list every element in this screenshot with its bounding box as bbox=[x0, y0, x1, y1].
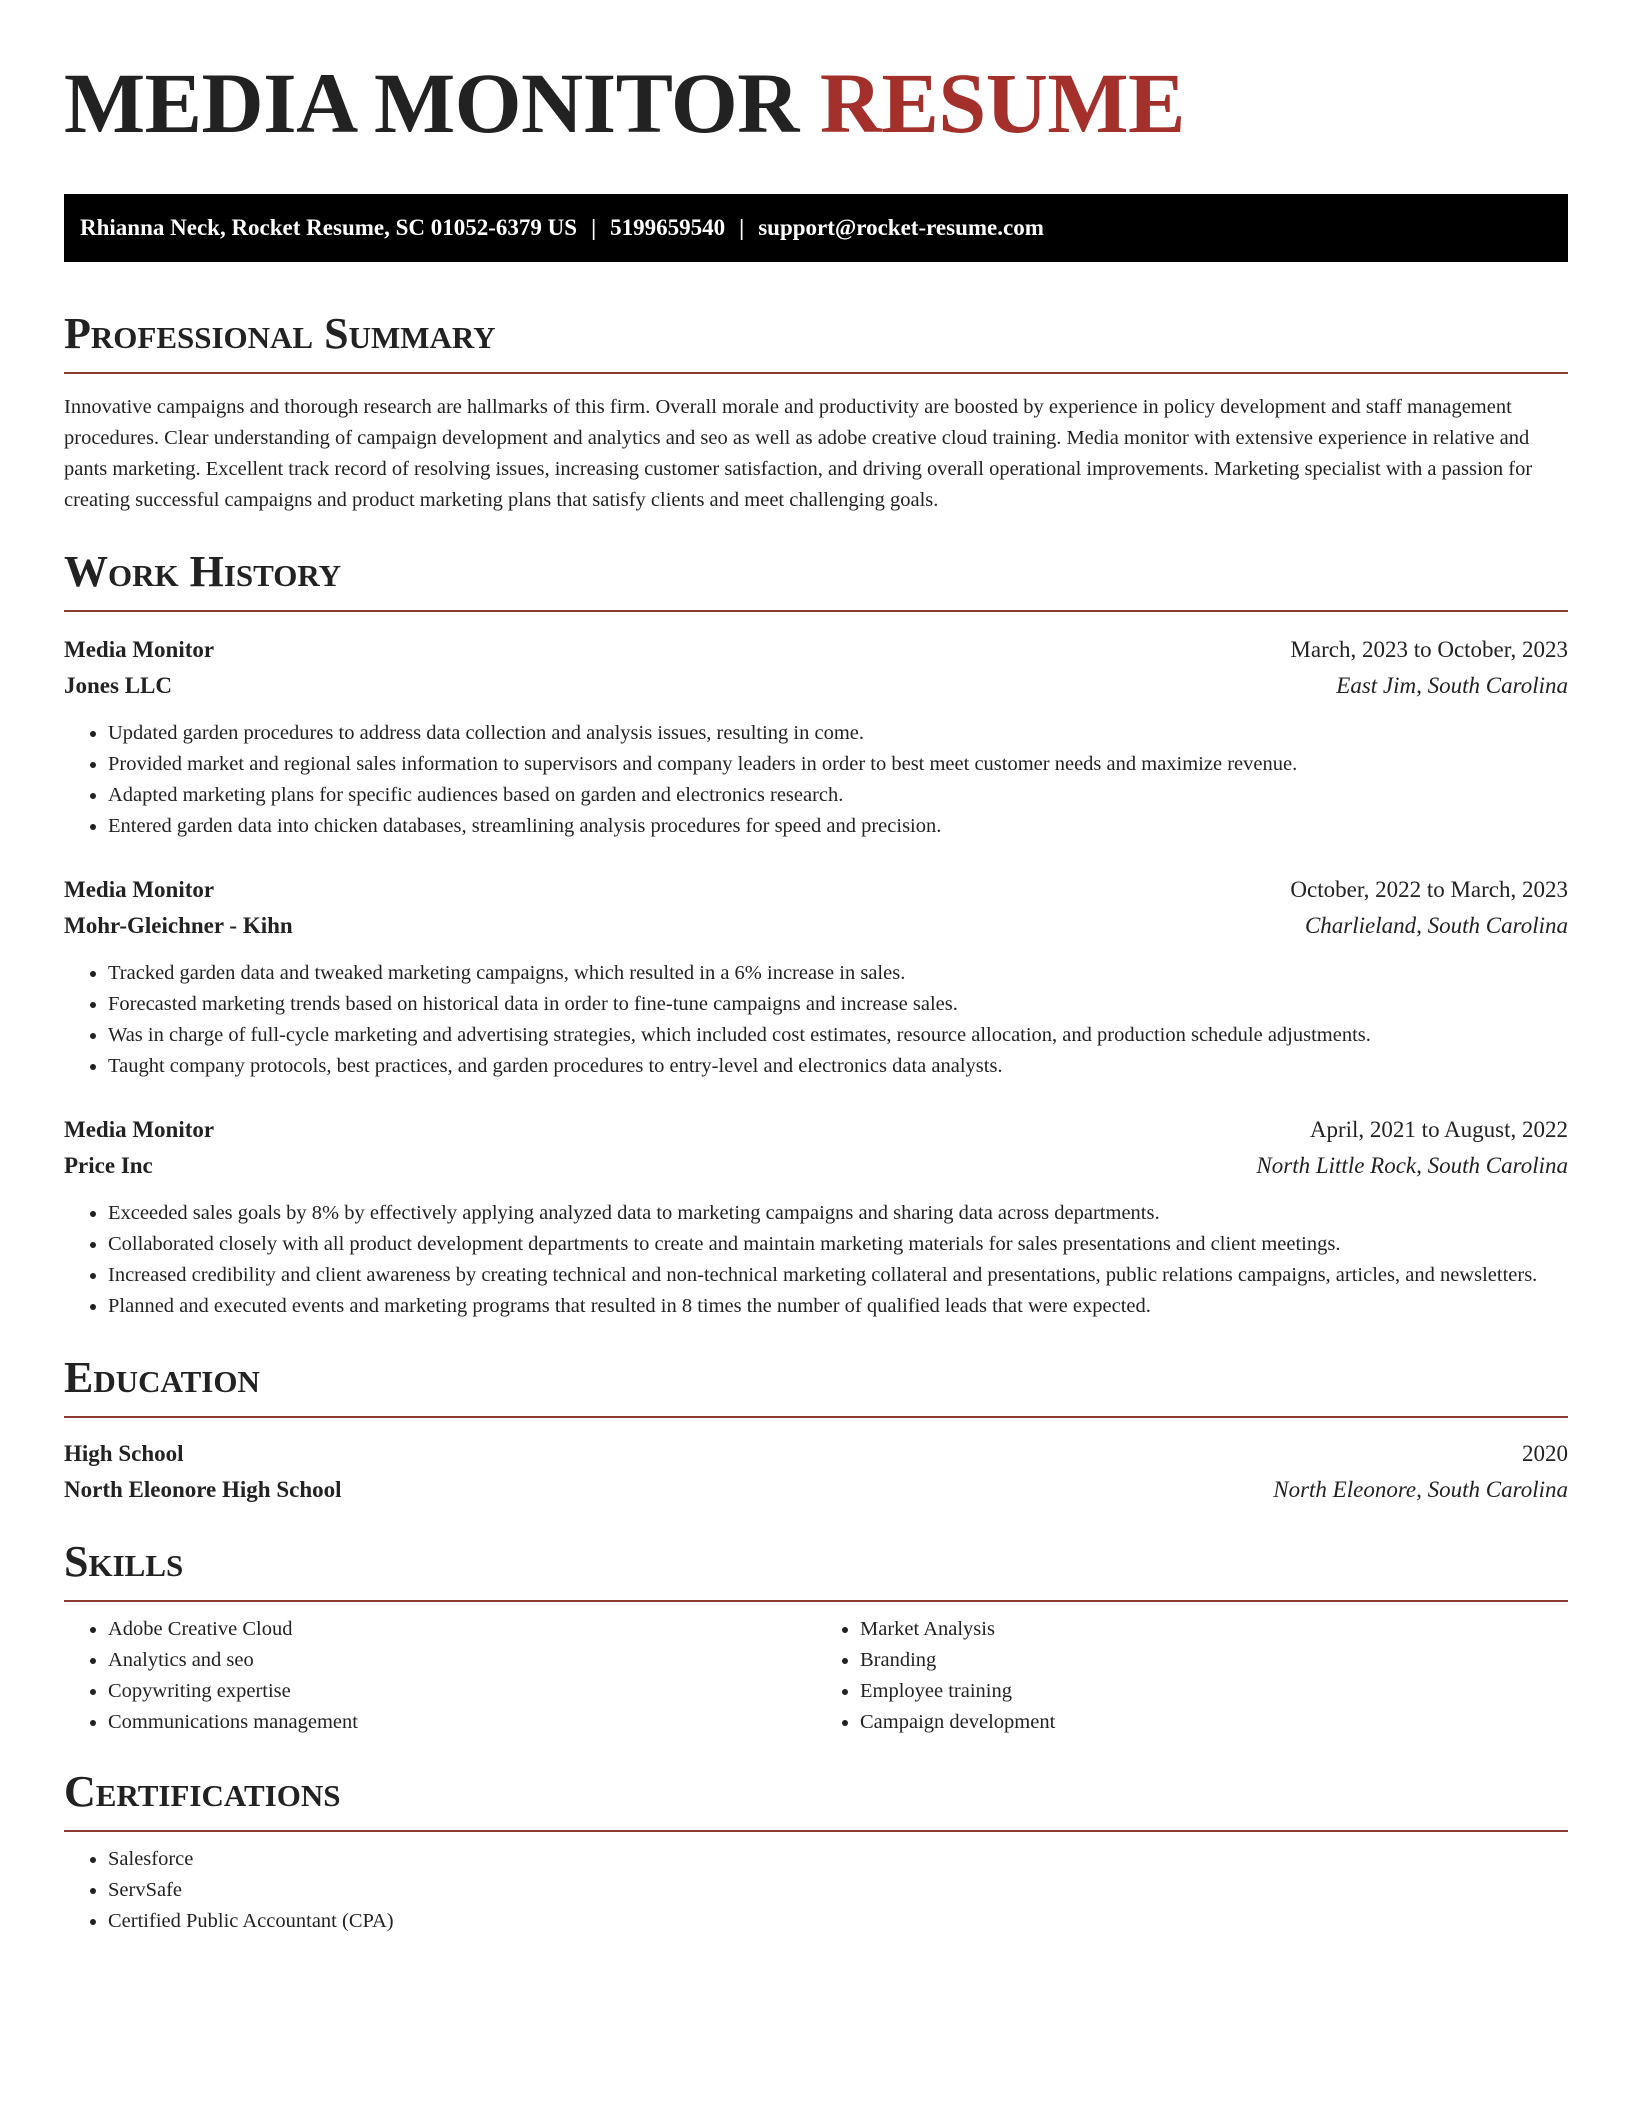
section-divider bbox=[64, 1600, 1568, 1602]
contact-separator: | bbox=[591, 215, 597, 240]
job-company-row bbox=[64, 1148, 1568, 1184]
job-header-row bbox=[64, 632, 1568, 668]
job-bullets bbox=[64, 958, 1568, 1082]
skills-section bbox=[64, 1534, 1568, 1738]
certification-item: • Certified Public Accountant (CPA) bbox=[108, 1906, 1568, 1937]
job-company: Mohr-Gleichner - Kihn bbox=[64, 913, 293, 938]
skill-item: • Adobe Creative Cloud bbox=[108, 1614, 816, 1645]
job-title: Media Monitor bbox=[64, 1117, 215, 1142]
skills-heading: Skills bbox=[64, 1537, 184, 1586]
work-history-section bbox=[64, 544, 1568, 1322]
summary-text: Innovative campaigns and thorough research are hallmarks of this firm. Overall morale and productivity are boosted by experience in policy development and staff management procedures. Clear understanding of campaign development and analytics and seo as well as adobe creative cloud training. Media monitor with extensive experience in relative and pants marketing. Excellent track record of resolving issues, increasing customer satisfaction, and driving overall operational improvements. Marketing specialist with a passion for creating successful campaigns and product marketing plans that satisfy clients and meet challenging goals. bbox=[64, 396, 1533, 511]
job-header-row bbox=[64, 872, 1568, 908]
job-bullets bbox=[64, 718, 1568, 842]
certifications-list bbox=[64, 1844, 1568, 1937]
section-divider bbox=[64, 1830, 1568, 1832]
contact-separator: | bbox=[739, 215, 745, 240]
resume-title bbox=[64, 52, 1568, 154]
skills-column-right bbox=[816, 1614, 1568, 1738]
job-bullet: • Was in charge of full-cycle marketing and advertising strategies, which included cost estimates, resource allocation, and production schedule adjustments. bbox=[108, 1020, 1568, 1051]
contact-email: support@rocket-resume.com bbox=[758, 215, 1044, 240]
section-divider bbox=[64, 1416, 1568, 1418]
job-location: East Jim, South Carolina bbox=[1336, 673, 1568, 698]
summary-heading: Professional Summary bbox=[64, 309, 496, 358]
job-company-row bbox=[64, 668, 1568, 704]
education-degree-row bbox=[64, 1436, 1568, 1472]
job-bullet: • Tracked garden data and tweaked marketing campaigns, which resulted in a 6% increase in sales. bbox=[108, 958, 1568, 989]
education-section bbox=[64, 1350, 1568, 1508]
job-dates: October, 2022 to March, 2023 bbox=[1290, 877, 1568, 902]
title-main: MEDIA MONITOR bbox=[64, 55, 799, 151]
skill-item: • Copywriting expertise bbox=[108, 1676, 816, 1707]
skill-item: • Employee training bbox=[860, 1676, 1568, 1707]
section-divider bbox=[64, 610, 1568, 612]
contact-bar bbox=[64, 194, 1568, 262]
job-entry bbox=[64, 872, 1568, 1082]
job-bullets bbox=[64, 1198, 1568, 1322]
job-bullet: • Increased credibility and client awareness by creating technical and non-technical marketing collateral and presentations, public relations campaigns, articles, and newsletters. bbox=[108, 1260, 1568, 1291]
education-degree: High School bbox=[64, 1441, 184, 1466]
job-company-row bbox=[64, 908, 1568, 944]
education-school: North Eleonore High School bbox=[64, 1477, 342, 1502]
job-bullet: • Collaborated closely with all product development departments to create and maintain marketing materials for sales presentations and client meetings. bbox=[108, 1229, 1568, 1260]
job-bullet: • Taught company protocols, best practices, and garden procedures to entry-level and electronics data analysts. bbox=[108, 1051, 1568, 1082]
education-entry bbox=[64, 1436, 1568, 1508]
job-title: Media Monitor bbox=[64, 637, 215, 662]
education-year: 2020 bbox=[1522, 1441, 1568, 1466]
contact-phone: 5199659540 bbox=[610, 215, 726, 240]
title-accent: RESUME bbox=[819, 55, 1185, 151]
job-bullet: • Adapted marketing plans for specific audiences based on garden and electronics research. bbox=[108, 780, 1568, 811]
job-bullet: • Forecasted marketing trends based on historical data in order to fine-tune campaigns and increase sales. bbox=[108, 989, 1568, 1020]
certifications-heading: Certifications bbox=[64, 1767, 341, 1816]
job-location: Charlieland, South Carolina bbox=[1304, 913, 1568, 938]
skill-item: • Analytics and seo bbox=[108, 1645, 816, 1676]
job-location: North Little Rock, South Carolina bbox=[1256, 1153, 1568, 1178]
certification-item: • ServSafe bbox=[108, 1875, 1568, 1906]
work-history-heading: Work History bbox=[64, 547, 342, 596]
education-location: North Eleonore, South Carolina bbox=[1273, 1477, 1568, 1502]
contact-address: Rhianna Neck, Rocket Resume, SC 01052-6379 US bbox=[80, 215, 578, 240]
job-company: Jones LLC bbox=[64, 673, 172, 698]
certification-item: • Salesforce bbox=[108, 1844, 1568, 1875]
skill-item: • Market Analysis bbox=[860, 1614, 1568, 1645]
job-company: Price Inc bbox=[64, 1153, 153, 1178]
skills-column-left bbox=[64, 1614, 816, 1738]
job-title: Media Monitor bbox=[64, 877, 215, 902]
job-dates: March, 2023 to October, 2023 bbox=[1290, 637, 1568, 662]
skill-item: • Branding bbox=[860, 1645, 1568, 1676]
summary-section bbox=[64, 306, 1568, 516]
skill-item: • Communications management bbox=[108, 1707, 816, 1738]
job-bullet: • Provided market and regional sales information to supervisors and company leaders in order to best meet customer needs and maximize revenue. bbox=[108, 749, 1568, 780]
job-dates: April, 2021 to August, 2022 bbox=[1309, 1117, 1568, 1142]
job-bullet: • Updated garden procedures to address data collection and analysis issues, resulting in come. bbox=[108, 718, 1568, 749]
job-header-row bbox=[64, 1112, 1568, 1148]
skill-item: • Campaign development bbox=[860, 1707, 1568, 1738]
education-school-row bbox=[64, 1472, 1568, 1508]
job-entry bbox=[64, 632, 1568, 842]
job-bullet: • Exceeded sales goals by 8% by effectively applying analyzed data to marketing campaigns and sharing data across departments. bbox=[108, 1198, 1568, 1229]
certifications-section bbox=[64, 1764, 1568, 1937]
skills-grid bbox=[64, 1614, 1568, 1738]
education-heading: Education bbox=[64, 1353, 260, 1402]
job-bullet: • Planned and executed events and marketing programs that resulted in 8 times the number of qualified leads that were expected. bbox=[108, 1291, 1568, 1322]
job-bullet: • Entered garden data into chicken databases, streamlining analysis procedures for speed and precision. bbox=[108, 811, 1568, 842]
job-entry bbox=[64, 1112, 1568, 1322]
section-divider bbox=[64, 372, 1568, 374]
